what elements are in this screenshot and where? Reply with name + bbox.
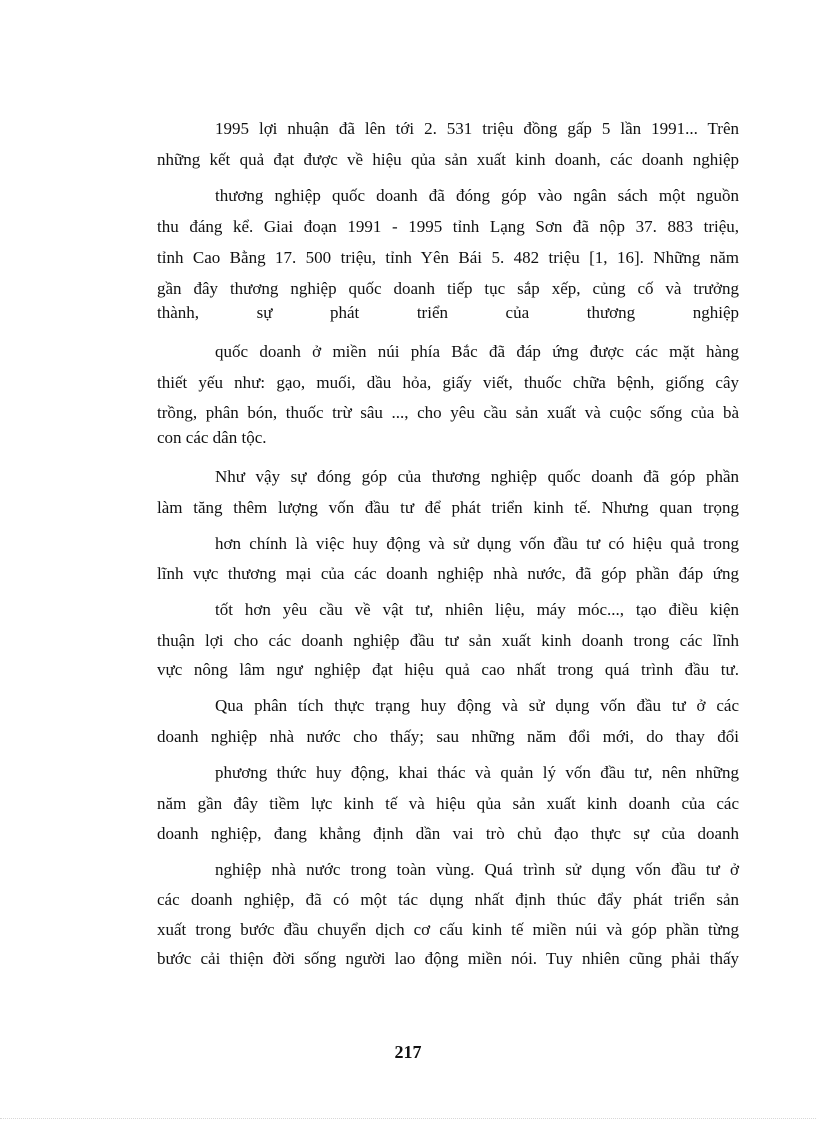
text-line-15: lĩnh vực thương mại của các doanh nghiệp nhà nước, đã góp phần đáp ứng [157,564,739,583]
text-line-20: doanh nghiệp nhà nước cho thấy; sau những năm đổi mới, do thay đổi [157,727,739,746]
page-number: 217 [394,1042,422,1062]
text-line-21: phương thức huy động, khai thác và quản lý vốn đầu tư, nên những [215,763,739,782]
text-line-23: doanh nghiệp, đang khẳng định dần vai trò chủ đạo thực sự của doanh [157,824,739,843]
text-line-7: thành, sự phát triển của thương nghiệp [157,303,739,322]
text-line-22: năm gần đây tiềm lực kinh tế và hiệu qủa sản xuất kinh doanh của các [157,794,739,813]
text-line-11: con các dân tộc. [157,428,267,447]
text-line-10: trồng, phân bón, thuốc trừ sâu ..., cho yêu cầu sản xuất và cuộc sống của bà [157,403,739,422]
text-line-13: làm tăng thêm lượng vốn đầu tư để phát triển kinh tế. Nhưng quan trọng [157,498,739,517]
text-line-14: hơn chính là việc huy động và sử dụng vốn đầu tư có hiệu quả trong [215,534,739,553]
text-line-27: bước cải thiện đời sống người lao động miền nói. Tuy nhiên cũng phải thấy [157,949,739,968]
text-line-5: tỉnh Cao Bằng 17. 500 triệu, tỉnh Yên Bái 5. 482 triệu [1, 16]. Những năm [157,248,739,267]
text-line-12: Như vậy sự đóng góp của thương nghiệp quốc doanh đã góp phần [215,467,739,486]
text-line-19: Qua phân tích thực trạng huy động và sử dụng vốn đầu tư ở các [215,696,739,715]
text-line-4: thu đáng kể. Giai đoạn 1991 - 1995 tỉnh Lạng Sơn đã nộp 37. 883 triệu, [157,217,739,236]
text-line-16: tốt hơn yêu cầu về vật tư, nhiên liệu, máy móc..., tạo điều kiện [215,600,739,619]
text-line-2: những kết quả đạt được về hiệu qủa sản xuất kinh doanh, các doanh nghiệp [157,150,739,169]
text-line-8: quốc doanh ở miền núi phía Bắc đã đáp ứng được các mặt hàng [215,342,739,361]
page-bottom-divider [0,1118,816,1119]
text-line-25: các doanh nghiệp, đã có một tác dụng nhất định thúc đẩy phát triển sản [157,890,739,909]
text-line-3: thương nghiệp quốc doanh đã đóng góp vào ngân sách một nguồn [215,186,739,205]
text-line-1: 1995 lợi nhuận đã lên tới 2. 531 triệu đồng gấp 5 lần 1991... Trên [215,119,739,138]
text-line-26: xuất trong bước đầu chuyển dịch cơ cấu kinh tế miền núi và góp phần từng [157,920,739,939]
text-line-17: thuận lợi cho các doanh nghiệp đầu tư sản xuất kinh doanh trong các lĩnh [157,631,739,650]
text-line-18: vực nông lâm ngư nghiệp đạt hiệu quả cao nhất trong quá trình đầu tư. [157,660,739,679]
text-line-24: nghiệp nhà nước trong toàn vùng. Quá trình sử dụng vốn đầu tư ở [215,860,739,879]
text-line-6: gần đây thương nghiệp quốc doanh tiếp tục sắp xếp, củng cố và trưởng [157,279,739,298]
text-line-9: thiết yếu như: gạo, muối, dầu hỏa, giấy viết, thuốc chữa bệnh, giống cây [157,373,739,392]
